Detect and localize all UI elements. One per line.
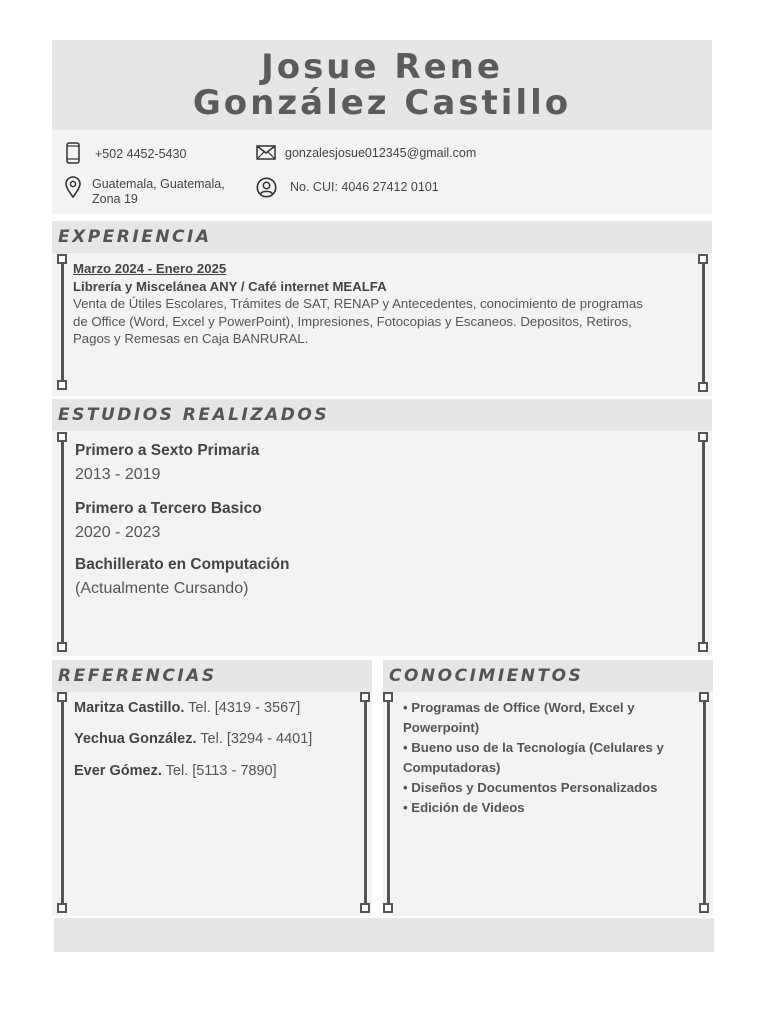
reference-item: [74, 700, 300, 716]
knowledge-item: • Bueno uso de la Tecnología (Celulares y Computadoras): [403, 740, 664, 775]
location-line2: Zona 19: [92, 192, 138, 206]
education-right-rail: [702, 440, 705, 646]
education-panel: [52, 431, 712, 656]
rail-node: [698, 432, 708, 442]
education-item-title: Bachillerato en Computación: [75, 556, 290, 573]
rail-node: [57, 380, 67, 390]
rail-node: [698, 382, 708, 392]
rail-node: [699, 692, 709, 702]
rail-node: [360, 903, 370, 913]
knowledge-left-rail: [387, 700, 390, 906]
experience-heading-band: [52, 221, 712, 253]
reference-phone: Tel. [3294 - 4401]: [200, 731, 313, 747]
phone-icon: [66, 142, 80, 164]
references-heading: REFERENCIAS: [58, 666, 217, 686]
experience-entry: [73, 260, 653, 348]
location-address: [92, 177, 225, 207]
experience-title: Librería y Miscelánea ANY / Café internet MEALFA: [73, 278, 387, 294]
education-item-title: Primero a Tercero Basico: [75, 500, 262, 517]
phone-number: +502 4452-5430: [95, 147, 187, 161]
references-panel: [52, 692, 372, 916]
rail-node: [383, 903, 393, 913]
experience-description: Venta de Útiles Escolares, Trámites de SAT, RENAP y Antecedentes, conocimiento de programas de Office (Word, Excel y PowerPoint), Impresiones, Fotocopias y Escaneos. Depositos, Retiros, Pagos y Remesas en Caja BANRURAL.: [73, 296, 643, 346]
references-right-rail: [364, 700, 367, 906]
email-address: gonzalesjosue012345@gmail.com: [285, 146, 477, 160]
rail-node: [57, 254, 67, 264]
rail-node: [698, 642, 708, 652]
rail-node: [698, 254, 708, 264]
reference-name: Maritza Castillo.: [74, 700, 185, 716]
footer-band: [54, 918, 714, 952]
experience-heading: EXPERIENCIA: [58, 227, 212, 247]
knowledge-item: • Diseños y Documentos Personalizados: [403, 780, 658, 795]
name-header: [52, 40, 712, 130]
location-line1: Guatemala, Guatemala,: [92, 177, 225, 191]
knowledge-right-rail: [703, 700, 706, 906]
rail-node: [57, 692, 67, 702]
education-item-years: 2013 - 2019: [75, 466, 161, 483]
knowledge-item: • Edición de Videos: [403, 800, 525, 815]
education-left-rail: [61, 440, 64, 646]
education-item-status: (Actualmente Cursando): [75, 580, 249, 597]
name-first: Josue Rene: [261, 47, 503, 87]
reference-phone: Tel. [4319 - 3567]: [188, 700, 301, 716]
references-left-rail: [61, 700, 64, 906]
knowledge-list: [403, 698, 693, 818]
experience-right-rail: [702, 262, 705, 384]
rail-node: [383, 692, 393, 702]
reference-item: [74, 763, 277, 779]
knowledge-item: • Programas de Office (Word, Excel y Powerpoint): [403, 700, 635, 735]
name-last: González Castillo: [192, 83, 572, 123]
references-heading-band: [52, 660, 372, 692]
education-item-title: Primero a Sexto Primaria: [75, 442, 260, 459]
reference-name: Yechua González.: [74, 731, 197, 747]
education-item-years: 2020 - 2023: [75, 524, 161, 541]
location-pin-icon: [64, 176, 82, 198]
cui-number: No. CUI: 4046 27412 0101: [290, 180, 439, 194]
education-heading-band: [52, 399, 712, 431]
rail-node: [57, 642, 67, 652]
rail-node: [360, 692, 370, 702]
envelope-icon: [256, 145, 276, 160]
rail-node: [57, 903, 67, 913]
rail-node: [699, 903, 709, 913]
education-heading: ESTUDIOS REALIZADOS: [58, 405, 330, 425]
knowledge-heading-band: [383, 660, 713, 692]
reference-phone: Tel. [5113 - 7890]: [165, 763, 277, 779]
user-circle-icon: [256, 177, 277, 198]
experience-left-rail: [61, 262, 64, 384]
reference-name: Ever Gómez.: [74, 763, 162, 779]
knowledge-heading: CONOCIMIENTOS: [389, 666, 584, 686]
experience-date: Marzo 2024 - Enero 2025: [73, 261, 227, 276]
rail-node: [57, 432, 67, 442]
reference-item: [74, 731, 312, 747]
